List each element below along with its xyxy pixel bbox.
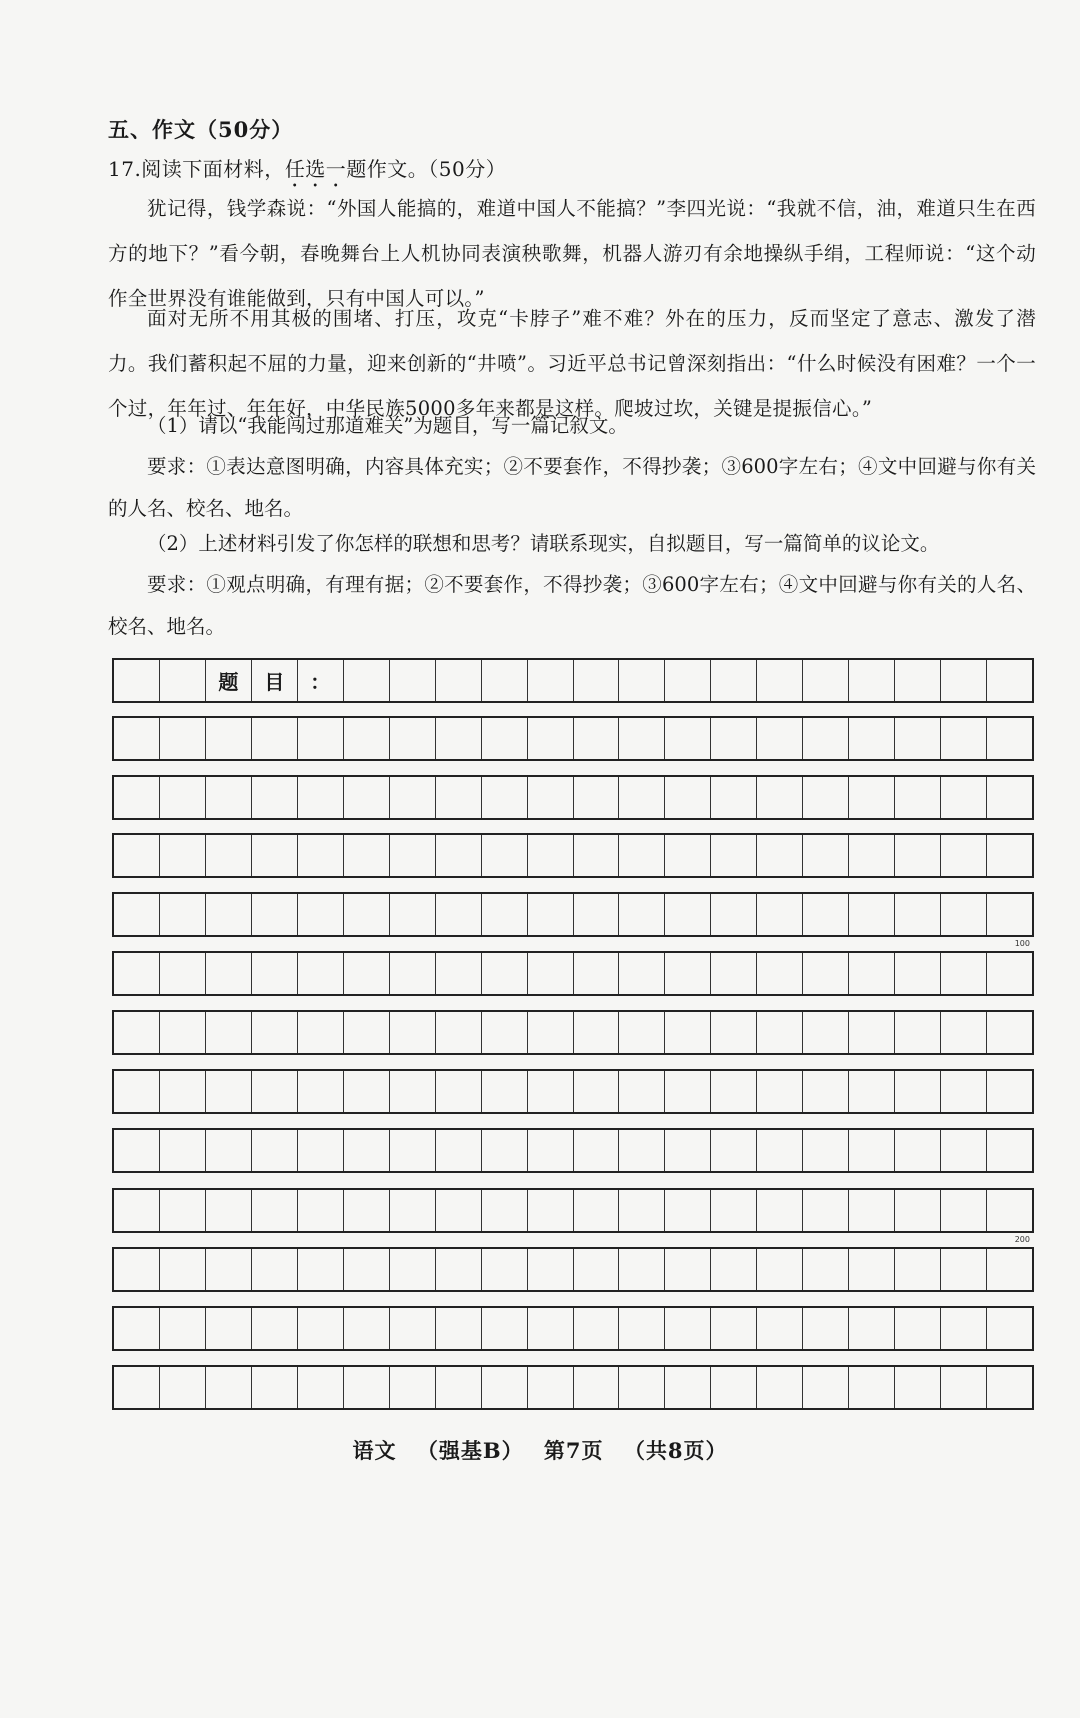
grid-row: [112, 1306, 1034, 1351]
grid-cell[interactable]: [941, 1130, 987, 1171]
grid-cell[interactable]: [482, 1190, 528, 1231]
grid-cell[interactable]: [298, 718, 344, 759]
grid-cell[interactable]: [114, 1190, 160, 1231]
grid-cell[interactable]: [941, 777, 987, 818]
grid-cell[interactable]: [344, 1367, 390, 1408]
grid-cell[interactable]: [895, 718, 941, 759]
grid-cell[interactable]: [849, 1071, 895, 1112]
grid-cell[interactable]: [206, 1249, 252, 1290]
grid-cell[interactable]: [574, 894, 620, 935]
grid-cell[interactable]: [895, 1012, 941, 1053]
composition-grid: [112, 658, 1034, 1718]
grid-row: [112, 658, 1034, 703]
grid-cell[interactable]: [619, 953, 665, 994]
grid-row: [112, 951, 1034, 996]
grid-cell[interactable]: [482, 953, 528, 994]
grid-cell[interactable]: [206, 1130, 252, 1171]
grid-cell[interactable]: [711, 777, 757, 818]
grid-cell[interactable]: [390, 718, 436, 759]
grid-cell[interactable]: [987, 835, 1032, 876]
grid-cell[interactable]: [344, 1190, 390, 1231]
grid-cell[interactable]: [252, 1012, 298, 1053]
grid-cell[interactable]: [436, 1190, 482, 1231]
question-emphasis: 任选一: [284, 157, 347, 181]
grid-cell[interactable]: [895, 1249, 941, 1290]
grid-cell[interactable]: [436, 1367, 482, 1408]
grid-cell[interactable]: [941, 1190, 987, 1231]
grid-cell[interactable]: [803, 718, 849, 759]
grid-cell[interactable]: [849, 835, 895, 876]
footer-total: （共8页）: [623, 1438, 728, 1463]
grid-cell[interactable]: [574, 835, 620, 876]
grid-row: [112, 1188, 1034, 1233]
grid-cell[interactable]: [665, 1130, 711, 1171]
grid-cell[interactable]: [206, 1012, 252, 1053]
grid-cell[interactable]: [941, 1071, 987, 1112]
grid-cell[interactable]: [941, 835, 987, 876]
grid-cell[interactable]: [619, 1190, 665, 1231]
grid-cell[interactable]: [665, 1071, 711, 1112]
grid-cell[interactable]: [252, 894, 298, 935]
grid-cell[interactable]: [803, 1071, 849, 1112]
grid-cell[interactable]: [757, 953, 803, 994]
grid-cell[interactable]: [803, 1308, 849, 1349]
grid-cell[interactable]: [757, 894, 803, 935]
grid-cell[interactable]: [344, 1130, 390, 1171]
grid-cell[interactable]: [160, 1130, 206, 1171]
grid-row: [112, 892, 1034, 937]
grid-cell[interactable]: [298, 1012, 344, 1053]
grid-cell[interactable]: [803, 1249, 849, 1290]
grid-cell[interactable]: [344, 1012, 390, 1053]
grid-cell[interactable]: [114, 660, 160, 701]
grid-cell[interactable]: [160, 894, 206, 935]
grid-cell[interactable]: [711, 660, 757, 701]
grid-cell[interactable]: [298, 953, 344, 994]
grid-cell[interactable]: [206, 777, 252, 818]
grid-cell[interactable]: [895, 894, 941, 935]
grid-cell[interactable]: [436, 1308, 482, 1349]
grid-cell[interactable]: [114, 718, 160, 759]
grid-cell[interactable]: [160, 1367, 206, 1408]
grid-cell[interactable]: [757, 660, 803, 701]
grid-cell[interactable]: [665, 894, 711, 935]
grid-cell[interactable]: [711, 1130, 757, 1171]
grid-cell[interactable]: [711, 894, 757, 935]
grid-cell[interactable]: [160, 953, 206, 994]
grid-cell[interactable]: [114, 894, 160, 935]
grid-cell[interactable]: [252, 1367, 298, 1408]
grid-cell[interactable]: [987, 953, 1032, 994]
grid-cell[interactable]: [482, 835, 528, 876]
grid-cell[interactable]: [114, 777, 160, 818]
grid-cell[interactable]: [803, 1190, 849, 1231]
grid-cell[interactable]: [849, 1012, 895, 1053]
grid-cell[interactable]: [803, 835, 849, 876]
material-paragraph-2: 面对无所不用其极的围堵、打压，攻克“卡脖子”难不难？外在的压力，反而坚定了意志、激发了潜力。我们蓄积起不屈的力量，迎来创新的“井喷”。习近平总书记曾深刻指出：“什么时候没有困难？一个一个过，年年过、年年好，中华民族5000多年来都是这样。爬坡过坎，关键是提振信心。”: [108, 307, 1036, 420]
grid-cell[interactable]: [987, 1130, 1032, 1171]
grid-cell[interactable]: [206, 1190, 252, 1231]
grid-cell[interactable]: [619, 1130, 665, 1171]
grid-row: [112, 1247, 1034, 1292]
grid-cell[interactable]: [114, 1367, 160, 1408]
grid-cell[interactable]: [344, 1308, 390, 1349]
grid-cell[interactable]: [665, 1367, 711, 1408]
grid-cell[interactable]: [298, 1249, 344, 1290]
grid-cell[interactable]: [160, 1249, 206, 1290]
grid-cell[interactable]: [482, 1249, 528, 1290]
grid-cell[interactable]: [574, 660, 620, 701]
grid-cell[interactable]: [344, 777, 390, 818]
grid-cell[interactable]: [849, 660, 895, 701]
grid-cell[interactable]: [298, 894, 344, 935]
grid-cell[interactable]: [344, 894, 390, 935]
grid-cell[interactable]: [482, 894, 528, 935]
grid-cell[interactable]: [987, 1367, 1032, 1408]
grid-cell[interactable]: [941, 718, 987, 759]
question-prefix: 17.阅读下面材料，: [108, 157, 285, 181]
grid-cell[interactable]: [390, 1071, 436, 1112]
grid-cell[interactable]: [390, 1308, 436, 1349]
grid-row: [112, 833, 1034, 878]
grid-cell[interactable]: [665, 718, 711, 759]
grid-cell[interactable]: [941, 660, 987, 701]
grid-cell[interactable]: [160, 1308, 206, 1349]
grid-cell[interactable]: [849, 953, 895, 994]
grid-cell[interactable]: [252, 777, 298, 818]
grid-cell[interactable]: [987, 1012, 1032, 1053]
grid-cell[interactable]: [252, 1190, 298, 1231]
grid-cell[interactable]: [665, 953, 711, 994]
grid-cell[interactable]: [160, 835, 206, 876]
grid-cell[interactable]: [619, 660, 665, 701]
grid-cell[interactable]: [528, 894, 574, 935]
task-1-requirements: 要求：①表达意图明确，内容具体充实；②不要套作，不得抄袭；③600字左右；④文中回避与你有关的人名、校名、地名。: [108, 455, 1036, 520]
grid-cell[interactable]: [987, 1190, 1032, 1231]
grid-cell[interactable]: [665, 1012, 711, 1053]
footer-subject: 语文: [352, 1438, 397, 1463]
question-suffix: 题作文。（50分）: [346, 157, 507, 181]
grid-cell[interactable]: [574, 953, 620, 994]
grid-cell[interactable]: [987, 894, 1032, 935]
grid-cell[interactable]: [206, 894, 252, 935]
grid-cell[interactable]: [849, 1308, 895, 1349]
grid-row: [112, 1128, 1034, 1173]
grid-cell[interactable]: [665, 1190, 711, 1231]
grid-cell[interactable]: [436, 1130, 482, 1171]
grid-cell[interactable]: [803, 1367, 849, 1408]
grid-cell[interactable]: [895, 835, 941, 876]
grid-cell[interactable]: [619, 1071, 665, 1112]
grid-cell[interactable]: [574, 777, 620, 818]
grid-cell[interactable]: [482, 660, 528, 701]
grid-cell[interactable]: [803, 953, 849, 994]
grid-cell[interactable]: [849, 1367, 895, 1408]
grid-cell[interactable]: [941, 1308, 987, 1349]
grid-cell[interactable]: [206, 1367, 252, 1408]
section-title: 五、作文（50分）: [108, 117, 294, 142]
grid-cell[interactable]: [803, 777, 849, 818]
grid-cell[interactable]: [436, 1012, 482, 1053]
word-count-marker-100: 100: [1014, 939, 1030, 948]
grid-cell[interactable]: [574, 1190, 620, 1231]
grid-cell[interactable]: [390, 660, 436, 701]
page-footer: [0, 1435, 1080, 1465]
grid-cell[interactable]: [619, 835, 665, 876]
grid-cell[interactable]: [482, 1367, 528, 1408]
grid-cell[interactable]: [114, 1249, 160, 1290]
grid-cell[interactable]: [482, 1071, 528, 1112]
grid-cell[interactable]: [390, 1012, 436, 1053]
grid-cell[interactable]: [574, 1012, 620, 1053]
grid-cell[interactable]: [298, 1367, 344, 1408]
grid-cell[interactable]: [252, 953, 298, 994]
grid-cell[interactable]: [757, 1190, 803, 1231]
grid-cell[interactable]: [390, 953, 436, 994]
grid-cell[interactable]: [849, 718, 895, 759]
grid-cell[interactable]: [619, 1012, 665, 1053]
grid-cell[interactable]: [252, 1071, 298, 1112]
grid-cell[interactable]: [298, 1071, 344, 1112]
grid-cell[interactable]: [619, 1249, 665, 1290]
grid-cell[interactable]: [757, 1130, 803, 1171]
grid-cell[interactable]: [803, 894, 849, 935]
grid-cell[interactable]: [436, 894, 482, 935]
grid-cell[interactable]: [436, 835, 482, 876]
grid-cell[interactable]: [574, 718, 620, 759]
grid-cell[interactable]: [252, 1130, 298, 1171]
grid-cell[interactable]: [941, 894, 987, 935]
grid-cell[interactable]: [711, 953, 757, 994]
grid-cell[interactable]: [390, 1367, 436, 1408]
grid-cell[interactable]: [298, 1190, 344, 1231]
grid-cell[interactable]: [482, 1012, 528, 1053]
grid-row: [112, 775, 1034, 820]
grid-cell[interactable]: [619, 1308, 665, 1349]
grid-cell[interactable]: [895, 1367, 941, 1408]
grid-cell[interactable]: [160, 718, 206, 759]
grid-cell[interactable]: [757, 1249, 803, 1290]
grid-cell[interactable]: [757, 835, 803, 876]
grid-cell[interactable]: [757, 1308, 803, 1349]
grid-cell[interactable]: [941, 1012, 987, 1053]
grid-cell[interactable]: [114, 1071, 160, 1112]
grid-cell[interactable]: [665, 835, 711, 876]
grid-cell[interactable]: [298, 1308, 344, 1349]
grid-cell[interactable]: [160, 660, 206, 701]
footer-edition: （强基B）: [416, 1438, 524, 1463]
grid-cell[interactable]: [941, 1367, 987, 1408]
grid-cell[interactable]: [436, 777, 482, 818]
grid-cell[interactable]: [436, 953, 482, 994]
grid-cell[interactable]: [528, 718, 574, 759]
grid-cell[interactable]: [803, 1130, 849, 1171]
grid-cell[interactable]: [528, 1190, 574, 1231]
grid-cell[interactable]: [895, 1308, 941, 1349]
grid-cell[interactable]: [114, 1130, 160, 1171]
grid-cell[interactable]: [436, 1249, 482, 1290]
grid-cell[interactable]: [114, 953, 160, 994]
grid-cell[interactable]: [344, 1071, 390, 1112]
grid-cell[interactable]: [619, 718, 665, 759]
grid-cell[interactable]: [711, 835, 757, 876]
grid-cell[interactable]: [941, 1249, 987, 1290]
grid-cell[interactable]: [528, 1249, 574, 1290]
grid-cell[interactable]: [482, 777, 528, 818]
grid-cell[interactable]: [757, 777, 803, 818]
grid-cell[interactable]: [436, 718, 482, 759]
grid-cell[interactable]: [344, 953, 390, 994]
grid-cell[interactable]: [711, 1190, 757, 1231]
grid-cell[interactable]: [344, 660, 390, 701]
grid-cell[interactable]: [987, 777, 1032, 818]
grid-cell[interactable]: [528, 1367, 574, 1408]
grid-title-char: 目: [252, 660, 298, 701]
grid-cell[interactable]: [252, 1249, 298, 1290]
grid-cell[interactable]: [711, 1367, 757, 1408]
grid-title-char: 题: [206, 660, 252, 701]
grid-cell[interactable]: [206, 718, 252, 759]
grid-cell[interactable]: [528, 1130, 574, 1171]
grid-cell[interactable]: [895, 1130, 941, 1171]
grid-cell[interactable]: [528, 660, 574, 701]
grid-cell[interactable]: [206, 1071, 252, 1112]
grid-cell[interactable]: [344, 835, 390, 876]
grid-cell[interactable]: [574, 1071, 620, 1112]
word-count-marker-200: 200: [1014, 1235, 1030, 1244]
grid-cell[interactable]: [849, 1249, 895, 1290]
grid-cell[interactable]: [803, 660, 849, 701]
grid-cell[interactable]: [849, 894, 895, 935]
grid-cell[interactable]: [849, 1130, 895, 1171]
grid-cell[interactable]: [895, 1071, 941, 1112]
grid-cell[interactable]: [711, 1012, 757, 1053]
grid-cell[interactable]: [390, 894, 436, 935]
grid-cell[interactable]: [803, 1012, 849, 1053]
grid-cell[interactable]: [757, 1367, 803, 1408]
grid-cell[interactable]: [757, 718, 803, 759]
grid-cell[interactable]: [895, 660, 941, 701]
grid-cell[interactable]: [619, 894, 665, 935]
grid-cell[interactable]: [160, 1190, 206, 1231]
grid-cell[interactable]: [895, 953, 941, 994]
grid-cell[interactable]: [987, 660, 1032, 701]
grid-cell[interactable]: [528, 1071, 574, 1112]
grid-cell[interactable]: [619, 777, 665, 818]
grid-cell[interactable]: [206, 1308, 252, 1349]
grid-cell[interactable]: [757, 1071, 803, 1112]
grid-cell[interactable]: [528, 953, 574, 994]
grid-cell[interactable]: [344, 1249, 390, 1290]
grid-cell[interactable]: [711, 1071, 757, 1112]
grid-cell[interactable]: [482, 718, 528, 759]
grid-cell[interactable]: [987, 1071, 1032, 1112]
grid-cell[interactable]: [574, 1249, 620, 1290]
material-paragraph-1: 犹记得，钱学森说：“外国人能搞的，难道中国人不能搞？”李四光说：“我就不信，油，难道只生在西方的地下？”看今朝，春晚舞台上人机协同表演秧歌舞，机器人游刃有余地操纵手绢，工程师说：“这个动作全世界没有谁能做到，只有中国人可以。”: [108, 197, 1036, 310]
grid-cell[interactable]: [436, 660, 482, 701]
grid-cell[interactable]: [390, 777, 436, 818]
grid-cell[interactable]: [574, 1308, 620, 1349]
grid-cell[interactable]: [895, 777, 941, 818]
task-2-prompt: （2）上述材料引发了你怎样的联想和思考？请联系现实，自拟题目，写一篇简单的议论文。: [147, 532, 940, 555]
footer-page: 第7页: [543, 1438, 604, 1463]
grid-cell[interactable]: [390, 835, 436, 876]
grid-cell[interactable]: [206, 953, 252, 994]
grid-cell[interactable]: [711, 1308, 757, 1349]
grid-cell[interactable]: [298, 1130, 344, 1171]
grid-cell[interactable]: [298, 835, 344, 876]
grid-cell[interactable]: [665, 777, 711, 818]
grid-cell[interactable]: [344, 718, 390, 759]
grid-cell[interactable]: [528, 777, 574, 818]
grid-cell[interactable]: [574, 1367, 620, 1408]
grid-cell[interactable]: [390, 1249, 436, 1290]
grid-row: [112, 1069, 1034, 1114]
grid-cell[interactable]: [390, 1130, 436, 1171]
grid-cell[interactable]: [252, 718, 298, 759]
grid-cell[interactable]: [528, 835, 574, 876]
grid-cell[interactable]: [895, 1190, 941, 1231]
grid-row: [112, 716, 1034, 761]
grid-cell[interactable]: [160, 1012, 206, 1053]
grid-cell[interactable]: [252, 835, 298, 876]
grid-cell[interactable]: [298, 777, 344, 818]
grid-cell[interactable]: [711, 718, 757, 759]
grid-cell[interactable]: [665, 1308, 711, 1349]
grid-cell[interactable]: [390, 1190, 436, 1231]
grid-row: [112, 1010, 1034, 1055]
grid-cell[interactable]: [711, 1249, 757, 1290]
grid-cell[interactable]: [849, 1190, 895, 1231]
grid-cell[interactable]: [987, 718, 1032, 759]
grid-cell[interactable]: [436, 1071, 482, 1112]
task-1-prompt: （1）请以“我能闯过那道难关”为题目，写一篇记叙文。: [147, 414, 628, 437]
grid-cell[interactable]: [987, 1308, 1032, 1349]
grid-cell[interactable]: [941, 953, 987, 994]
grid-cell[interactable]: [574, 1130, 620, 1171]
grid-cell[interactable]: [528, 1012, 574, 1053]
grid-cell[interactable]: [160, 777, 206, 818]
grid-cell[interactable]: [252, 1308, 298, 1349]
grid-row: [112, 1365, 1034, 1410]
grid-cell[interactable]: [114, 1308, 160, 1349]
grid-cell[interactable]: [206, 835, 252, 876]
grid-title-char: ：: [298, 660, 344, 701]
grid-cell[interactable]: [482, 1308, 528, 1349]
grid-cell[interactable]: [849, 777, 895, 818]
grid-cell[interactable]: [619, 1367, 665, 1408]
task-2-requirements: 要求：①观点明确，有理有据；②不要套作，不得抄袭；③600字左右；④文中回避与你有关的人名、校名、地名。: [108, 573, 1036, 638]
grid-cell[interactable]: [482, 1130, 528, 1171]
grid-cell[interactable]: [987, 1249, 1032, 1290]
grid-cell[interactable]: [665, 660, 711, 701]
grid-cell[interactable]: [757, 1012, 803, 1053]
grid-cell[interactable]: [114, 835, 160, 876]
grid-cell[interactable]: [528, 1308, 574, 1349]
grid-cell[interactable]: [160, 1071, 206, 1112]
grid-cell[interactable]: [665, 1249, 711, 1290]
grid-cell[interactable]: [114, 1012, 160, 1053]
